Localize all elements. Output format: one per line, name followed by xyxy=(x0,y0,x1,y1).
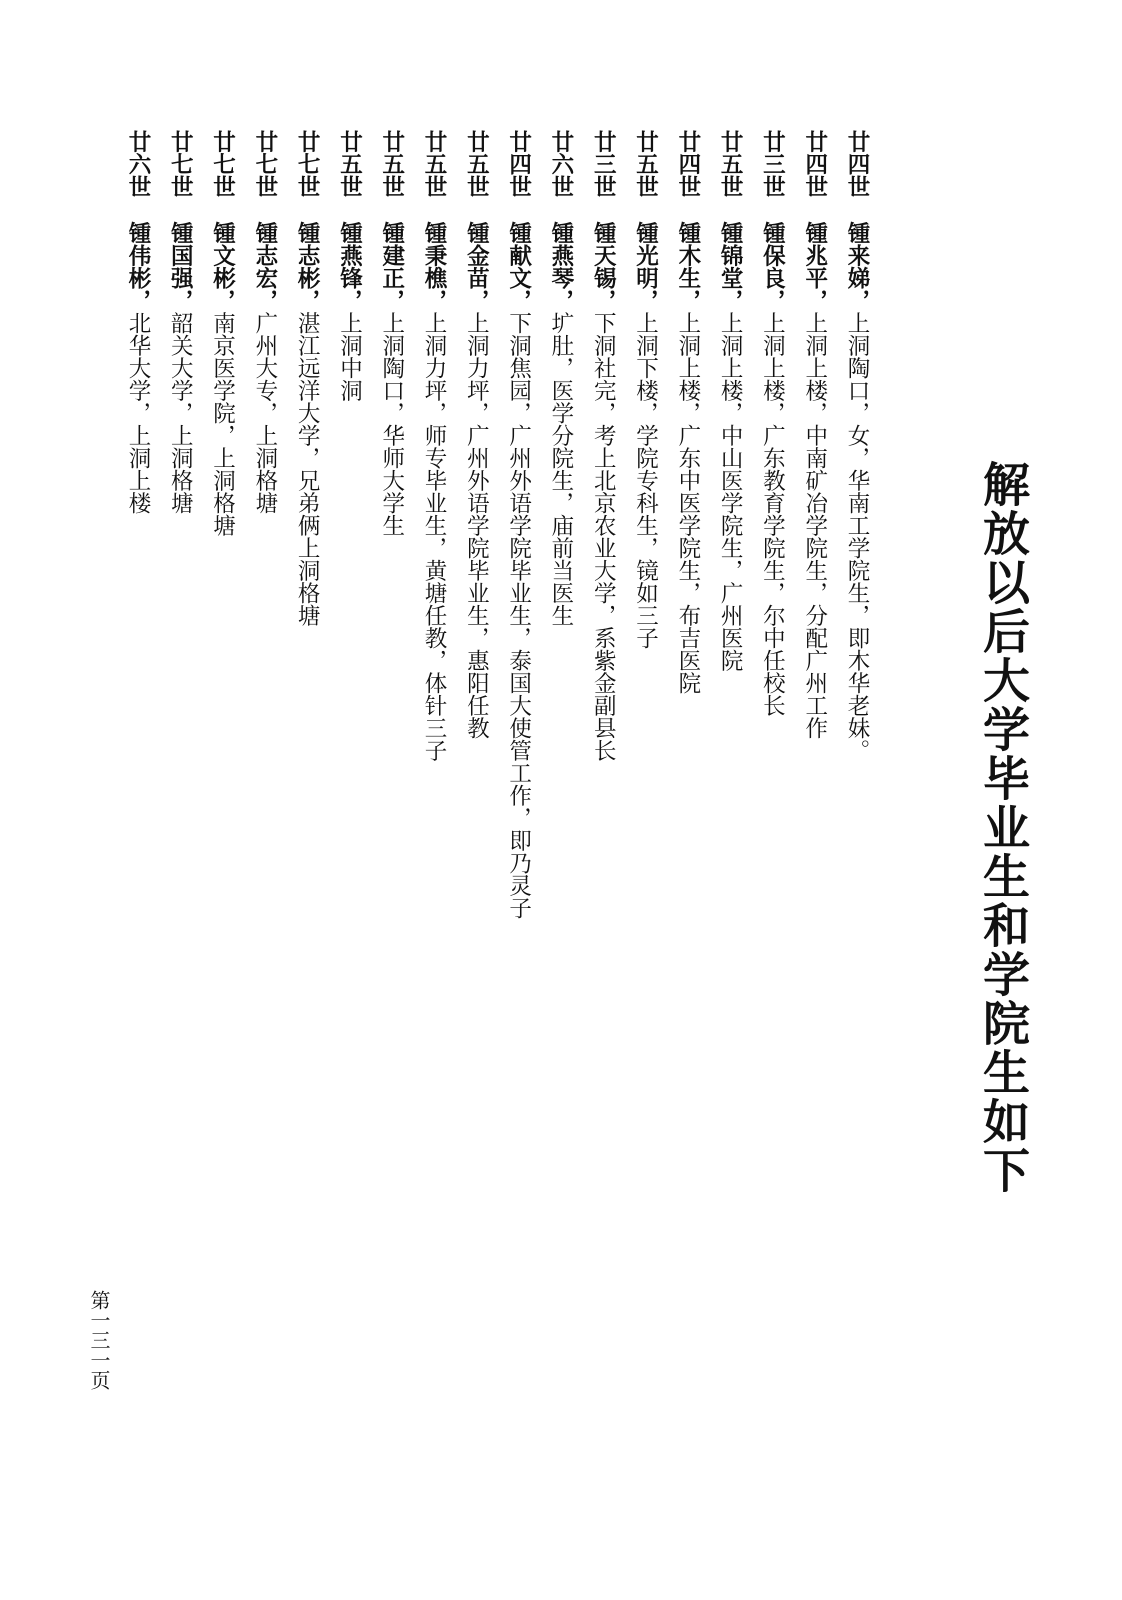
entry-generation: 廿四世 xyxy=(505,130,532,198)
list-item xyxy=(159,130,201,1130)
entry-generation: 廿四世 xyxy=(801,130,828,198)
entry-name: 锺国强， xyxy=(167,221,194,312)
page-title: 解放以后大学毕业生和学院生如下 xyxy=(975,460,1030,1195)
entry-details: 上洞下楼，学院专科生，镜如三子 xyxy=(632,311,659,649)
entry-details: 上洞上楼，广东教育学院生，尔中任校长 xyxy=(759,311,786,717)
list-item xyxy=(286,130,328,1130)
entry-details: 广州大专，上洞格塘 xyxy=(251,311,278,514)
entry-generation: 廿七世 xyxy=(294,130,321,198)
page-number: 第一三一页 xyxy=(87,1290,111,1390)
entry-details: 上洞力坪，广州外语学院毕业生，惠阳任教 xyxy=(463,311,490,739)
entry-generation: 廿五世 xyxy=(378,130,405,198)
entry-details: 南京医学院，上洞格塘 xyxy=(209,311,236,537)
entry-generation: 廿七世 xyxy=(167,130,194,198)
entry-name: 锺来娣， xyxy=(844,221,870,312)
list-item xyxy=(328,130,370,1130)
entry-generation: 廿七世 xyxy=(209,130,236,198)
entry-generation: 廿三世 xyxy=(759,130,786,198)
entry-name: 锺文彬， xyxy=(209,221,236,312)
list-item xyxy=(709,130,751,1130)
entry-details: 上洞陶口，女，华南工学院生，即木华老妹。 xyxy=(844,311,870,762)
entry-name: 锺木生， xyxy=(674,221,701,312)
entry-details: 上洞上楼，中山医学院生，广州医院 xyxy=(717,311,744,672)
entry-details: 北华大学，上洞上楼 xyxy=(124,311,151,514)
list-item xyxy=(793,130,835,1130)
list-item xyxy=(244,130,286,1130)
list-item xyxy=(624,130,666,1130)
list-item xyxy=(540,130,582,1130)
list-item xyxy=(455,130,497,1130)
list-item xyxy=(582,130,624,1130)
entry-name: 锺天锡， xyxy=(590,221,617,312)
list-item xyxy=(497,130,539,1130)
list-item xyxy=(370,130,412,1130)
entry-details: 上洞上楼，中南矿冶学院生，分配广州工作 xyxy=(801,311,828,739)
entry-name: 锺燕琴， xyxy=(547,221,574,312)
entry-name: 锺建正， xyxy=(378,221,405,312)
entry-name: 锺光明， xyxy=(632,221,659,312)
entry-list xyxy=(117,130,878,1130)
entry-details: 上洞中洞 xyxy=(336,311,363,402)
entry-name: 锺保良， xyxy=(759,221,786,312)
list-item xyxy=(836,130,878,1130)
entry-details: 圹肚，医学分院生，庙前当医生 xyxy=(547,311,574,627)
entry-name: 锺伟彬， xyxy=(124,221,151,312)
entry-name: 锺志彬， xyxy=(294,221,321,312)
entry-name: 锺献文， xyxy=(505,221,532,312)
entry-details: 上洞上楼，广东中医学院生，布吉医院 xyxy=(674,311,701,694)
entry-details: 湛江远洋大学，兄弟俩上洞格塘 xyxy=(294,311,321,627)
entry-details: 韶关大学，上洞格塘 xyxy=(167,311,194,514)
entry-name: 锺志宏， xyxy=(251,221,278,312)
entry-generation: 廿四世 xyxy=(844,130,870,198)
entry-details: 下洞社完，考上北京农业大学，系紫金副县长 xyxy=(590,311,617,762)
entry-details: 上洞陶口，华师大学生 xyxy=(378,311,405,537)
list-item xyxy=(117,130,159,1130)
list-item xyxy=(667,130,709,1130)
entry-generation: 廿三世 xyxy=(590,130,617,198)
list-item xyxy=(413,130,455,1130)
entry-name: 锺秉樵， xyxy=(421,221,448,312)
entry-generation: 廿六世 xyxy=(124,130,151,198)
entry-generation: 廿五世 xyxy=(336,130,363,198)
entry-name: 锺燕锋， xyxy=(336,221,363,312)
entry-generation: 廿七世 xyxy=(251,130,278,198)
entry-generation: 廿五世 xyxy=(632,130,659,198)
entry-details: 下洞焦园，广州外语学院毕业生，泰国大使管工作，即乃灵子 xyxy=(505,311,532,919)
list-item xyxy=(751,130,793,1130)
entry-generation: 廿五世 xyxy=(421,130,448,198)
entry-details: 上洞力坪，师专毕业生，黄塘任教，体针三子 xyxy=(421,311,448,762)
entry-name: 锺锦堂， xyxy=(717,221,744,312)
entry-generation: 廿六世 xyxy=(547,130,574,198)
entry-name: 锺兆平， xyxy=(801,221,828,312)
entry-generation: 廿五世 xyxy=(463,130,490,198)
entry-generation: 廿四世 xyxy=(674,130,701,198)
entry-generation: 廿五世 xyxy=(717,130,744,198)
entry-name: 锺金苗， xyxy=(463,221,490,312)
list-item xyxy=(201,130,243,1130)
